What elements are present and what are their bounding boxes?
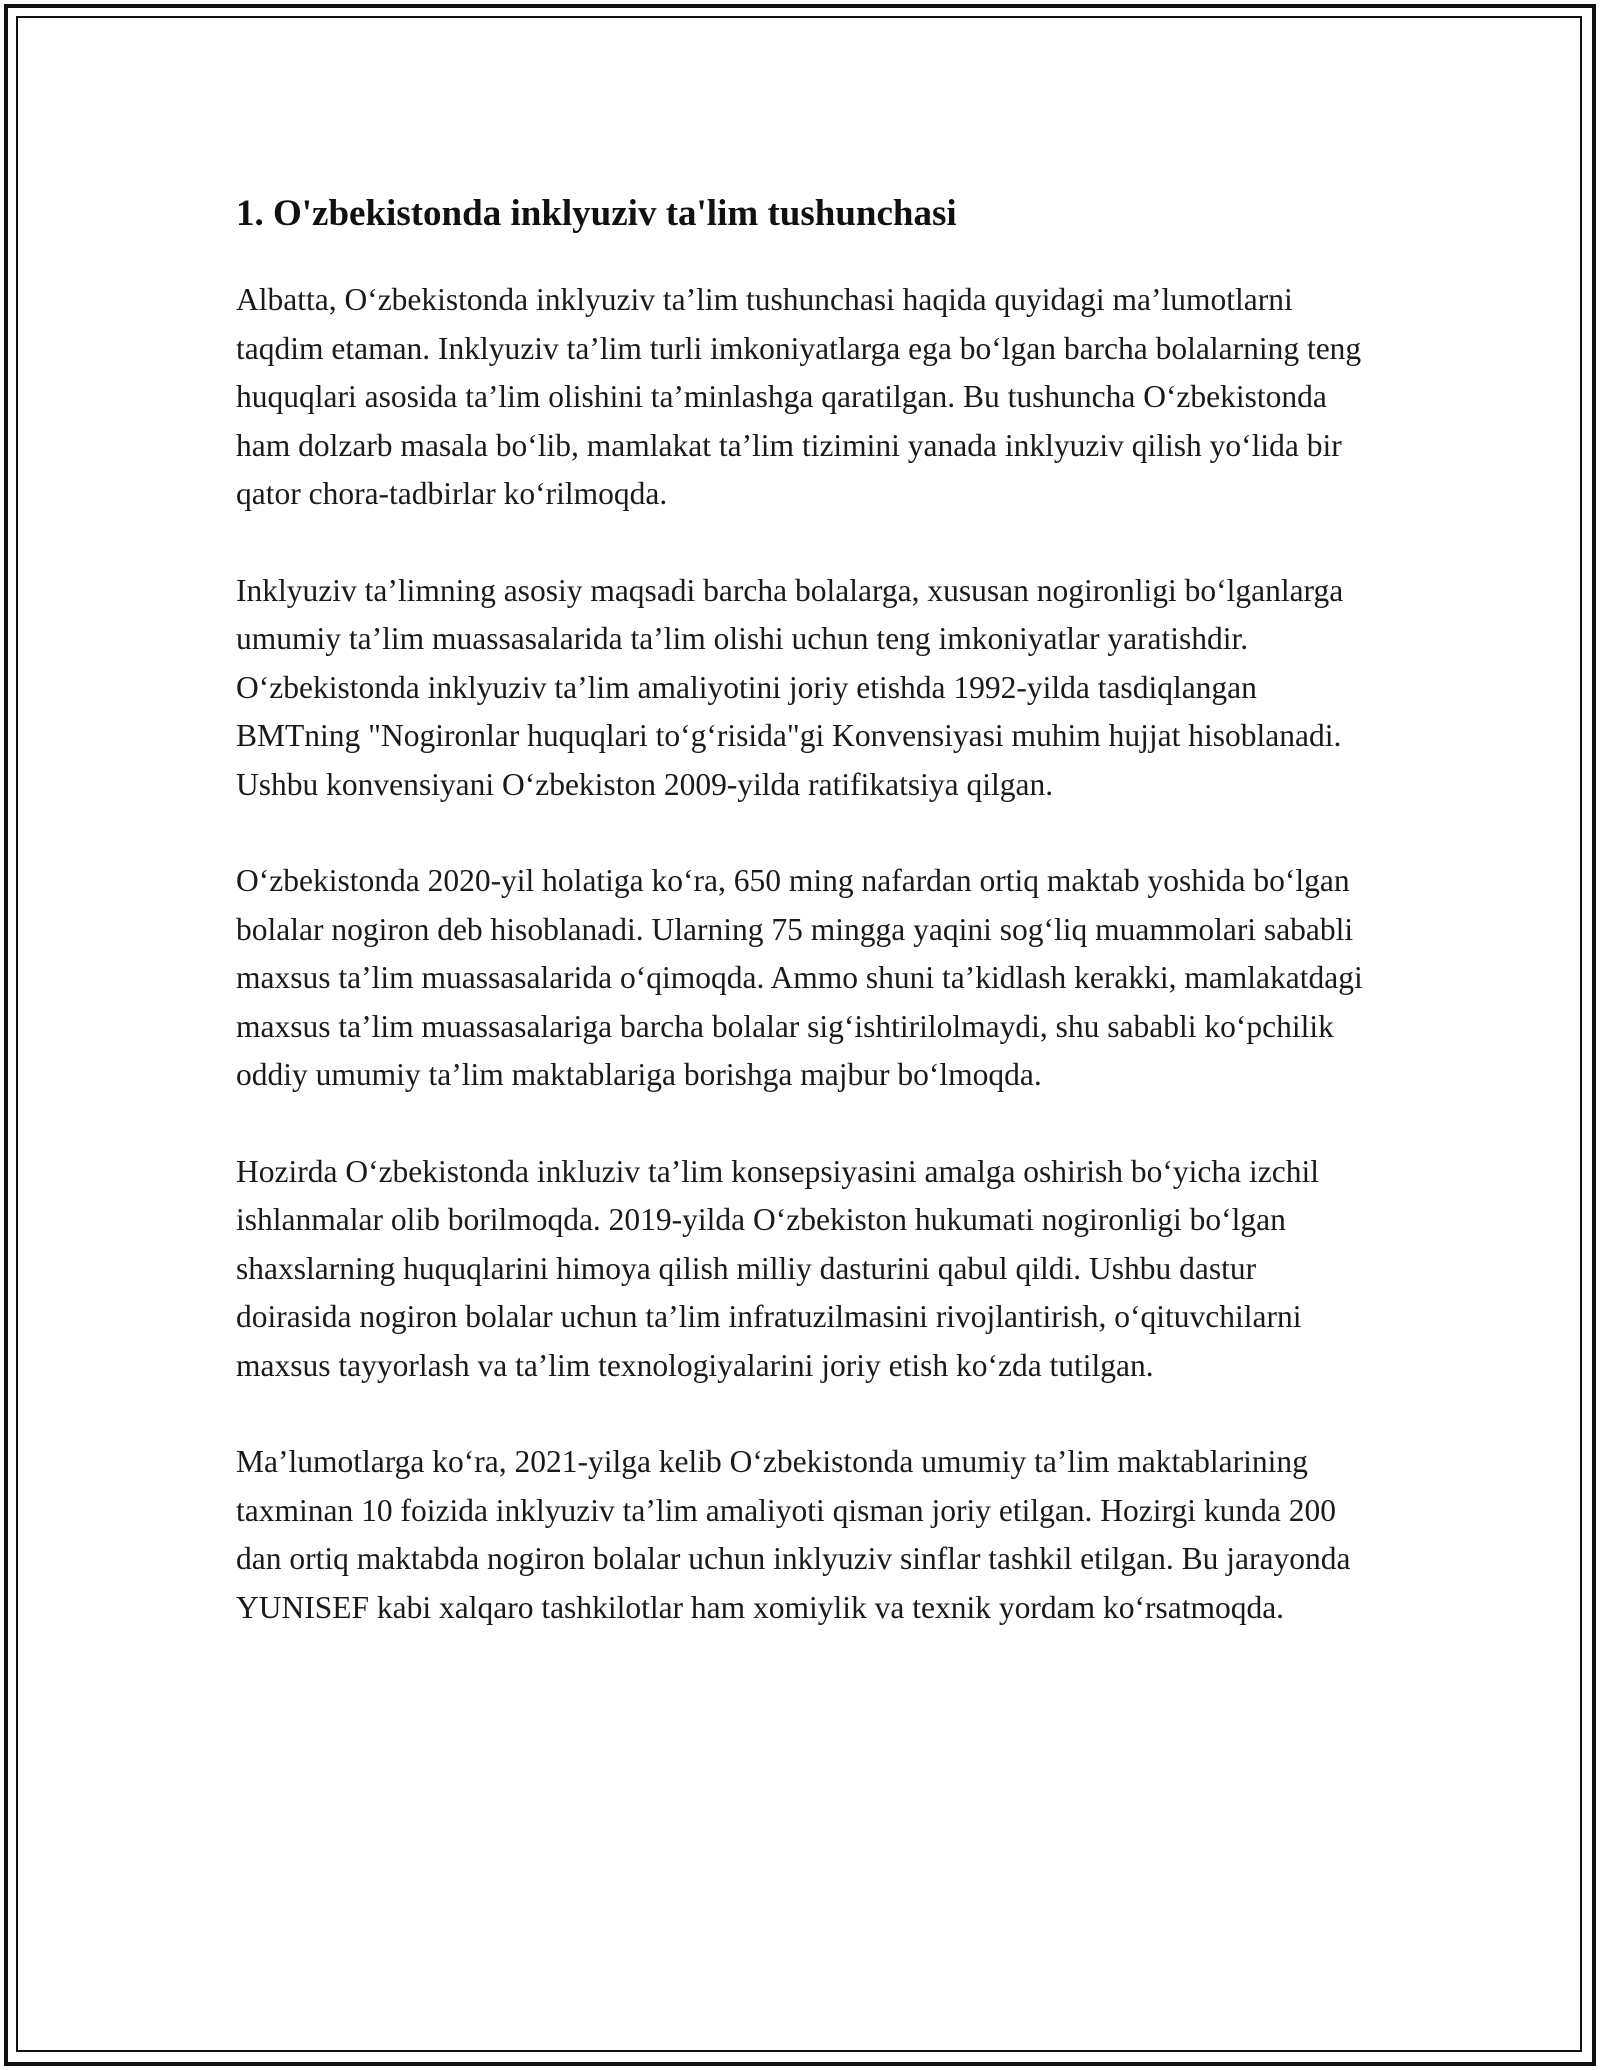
paragraph-5: Ma’lumotlarga ko‘ra, 2021-yilga kelib O‘zbekistonda umumiy ta’lim maktablarining taxminan 10 foizida inklyuziv ta’lim amaliyoti qisman joriy etilgan. Hozirgi kunda 200 dan ortiq maktabda nogiron bolalar uchun inklyuziv sinflar tashkil etilgan. Bu jarayonda YUNISEF kabi xalqaro tashkilotlar ham xomiylik va texnik yordam ko‘rsatmoqda. xyxy=(236,1444,1351,1625)
paragraph-1: Albatta, O‘zbekistonda inklyuziv ta’lim tushunchasi haqida quyidagi ma’lumotlarni taqdim etaman. Inklyuziv ta’lim turli imkoniyatlarga ega bo‘lgan barcha bolalarning teng huquqlari asosida ta’lim olishini ta’minlashga qaratilgan. Bu tushuncha O‘zbekistonda ham dolzarb masala bo‘lib, mamlakat ta’lim tizimini yanada inklyuziv qilish yo‘lida bir qator chora-tadbirlar ko‘rilmoqda. xyxy=(236,282,1362,511)
paragraph-3: O‘zbekistonda 2020-yil holatiga ko‘ra, 650 ming nafardan ortiq maktab yoshida bo‘lgan bolalar nogiron deb hisoblanadi. Ularning 75 mingga yaqini sog‘liq muammolari sababli maxsus ta’lim muassasalarida o‘qimoqda. Ammo shuni ta’kidlash kerakki, mamlakatdagi maxsus ta’lim muassasalariga barcha bolalar sig‘ishtirilolmaydi, shu sababli ko‘pchilik oddiy umumiy ta’lim maktablariga borishga majbur bo‘lmoqda. xyxy=(236,863,1363,1092)
document-title: 1. O'zbekistonda inklyuziv ta'lim tushunchasi xyxy=(236,193,957,234)
paragraph-2: Inklyuziv ta’limning asosiy maqsadi barcha bolalarga, xususan nogironligi bo‘lganlarga umumiy ta’lim muassasalarida ta’lim olishi uchun teng imkoniyatlar yaratishdir. O‘zbekistonda inklyuziv ta’lim amaliyotini joriy etishda 1992-yilda tasdiqlangan BMTning "Nogironlar huquqlari to‘g‘risida"gi Konvensiyasi muhim hujjat hisoblanadi. Ushbu konvensiyani O‘zbekiston 2009-yilda ratifikatsiya qilgan. xyxy=(236,572,1344,802)
paragraph-4: Hozirda O‘zbekistonda inkluziv ta’lim konsepsiyasini amalga oshirish bo‘yicha izchil ishlanmalar olib borilmoqda. 2019-yilda O‘zbekiston hukumati nogironligi bo‘lgan shaxslarning huquqlarini himoya qilish milliy dasturini qabul qildi. Ushbu dastur doirasida nogiron bolalar uchun ta’lim infratuzilmasini rivojlantirish, o‘qituvchilarni maxsus tayyorlash va ta’lim texnologiyalarini joriy etish ko‘zda tutilgan. xyxy=(236,1153,1319,1383)
document-body xyxy=(236,186,1366,1680)
